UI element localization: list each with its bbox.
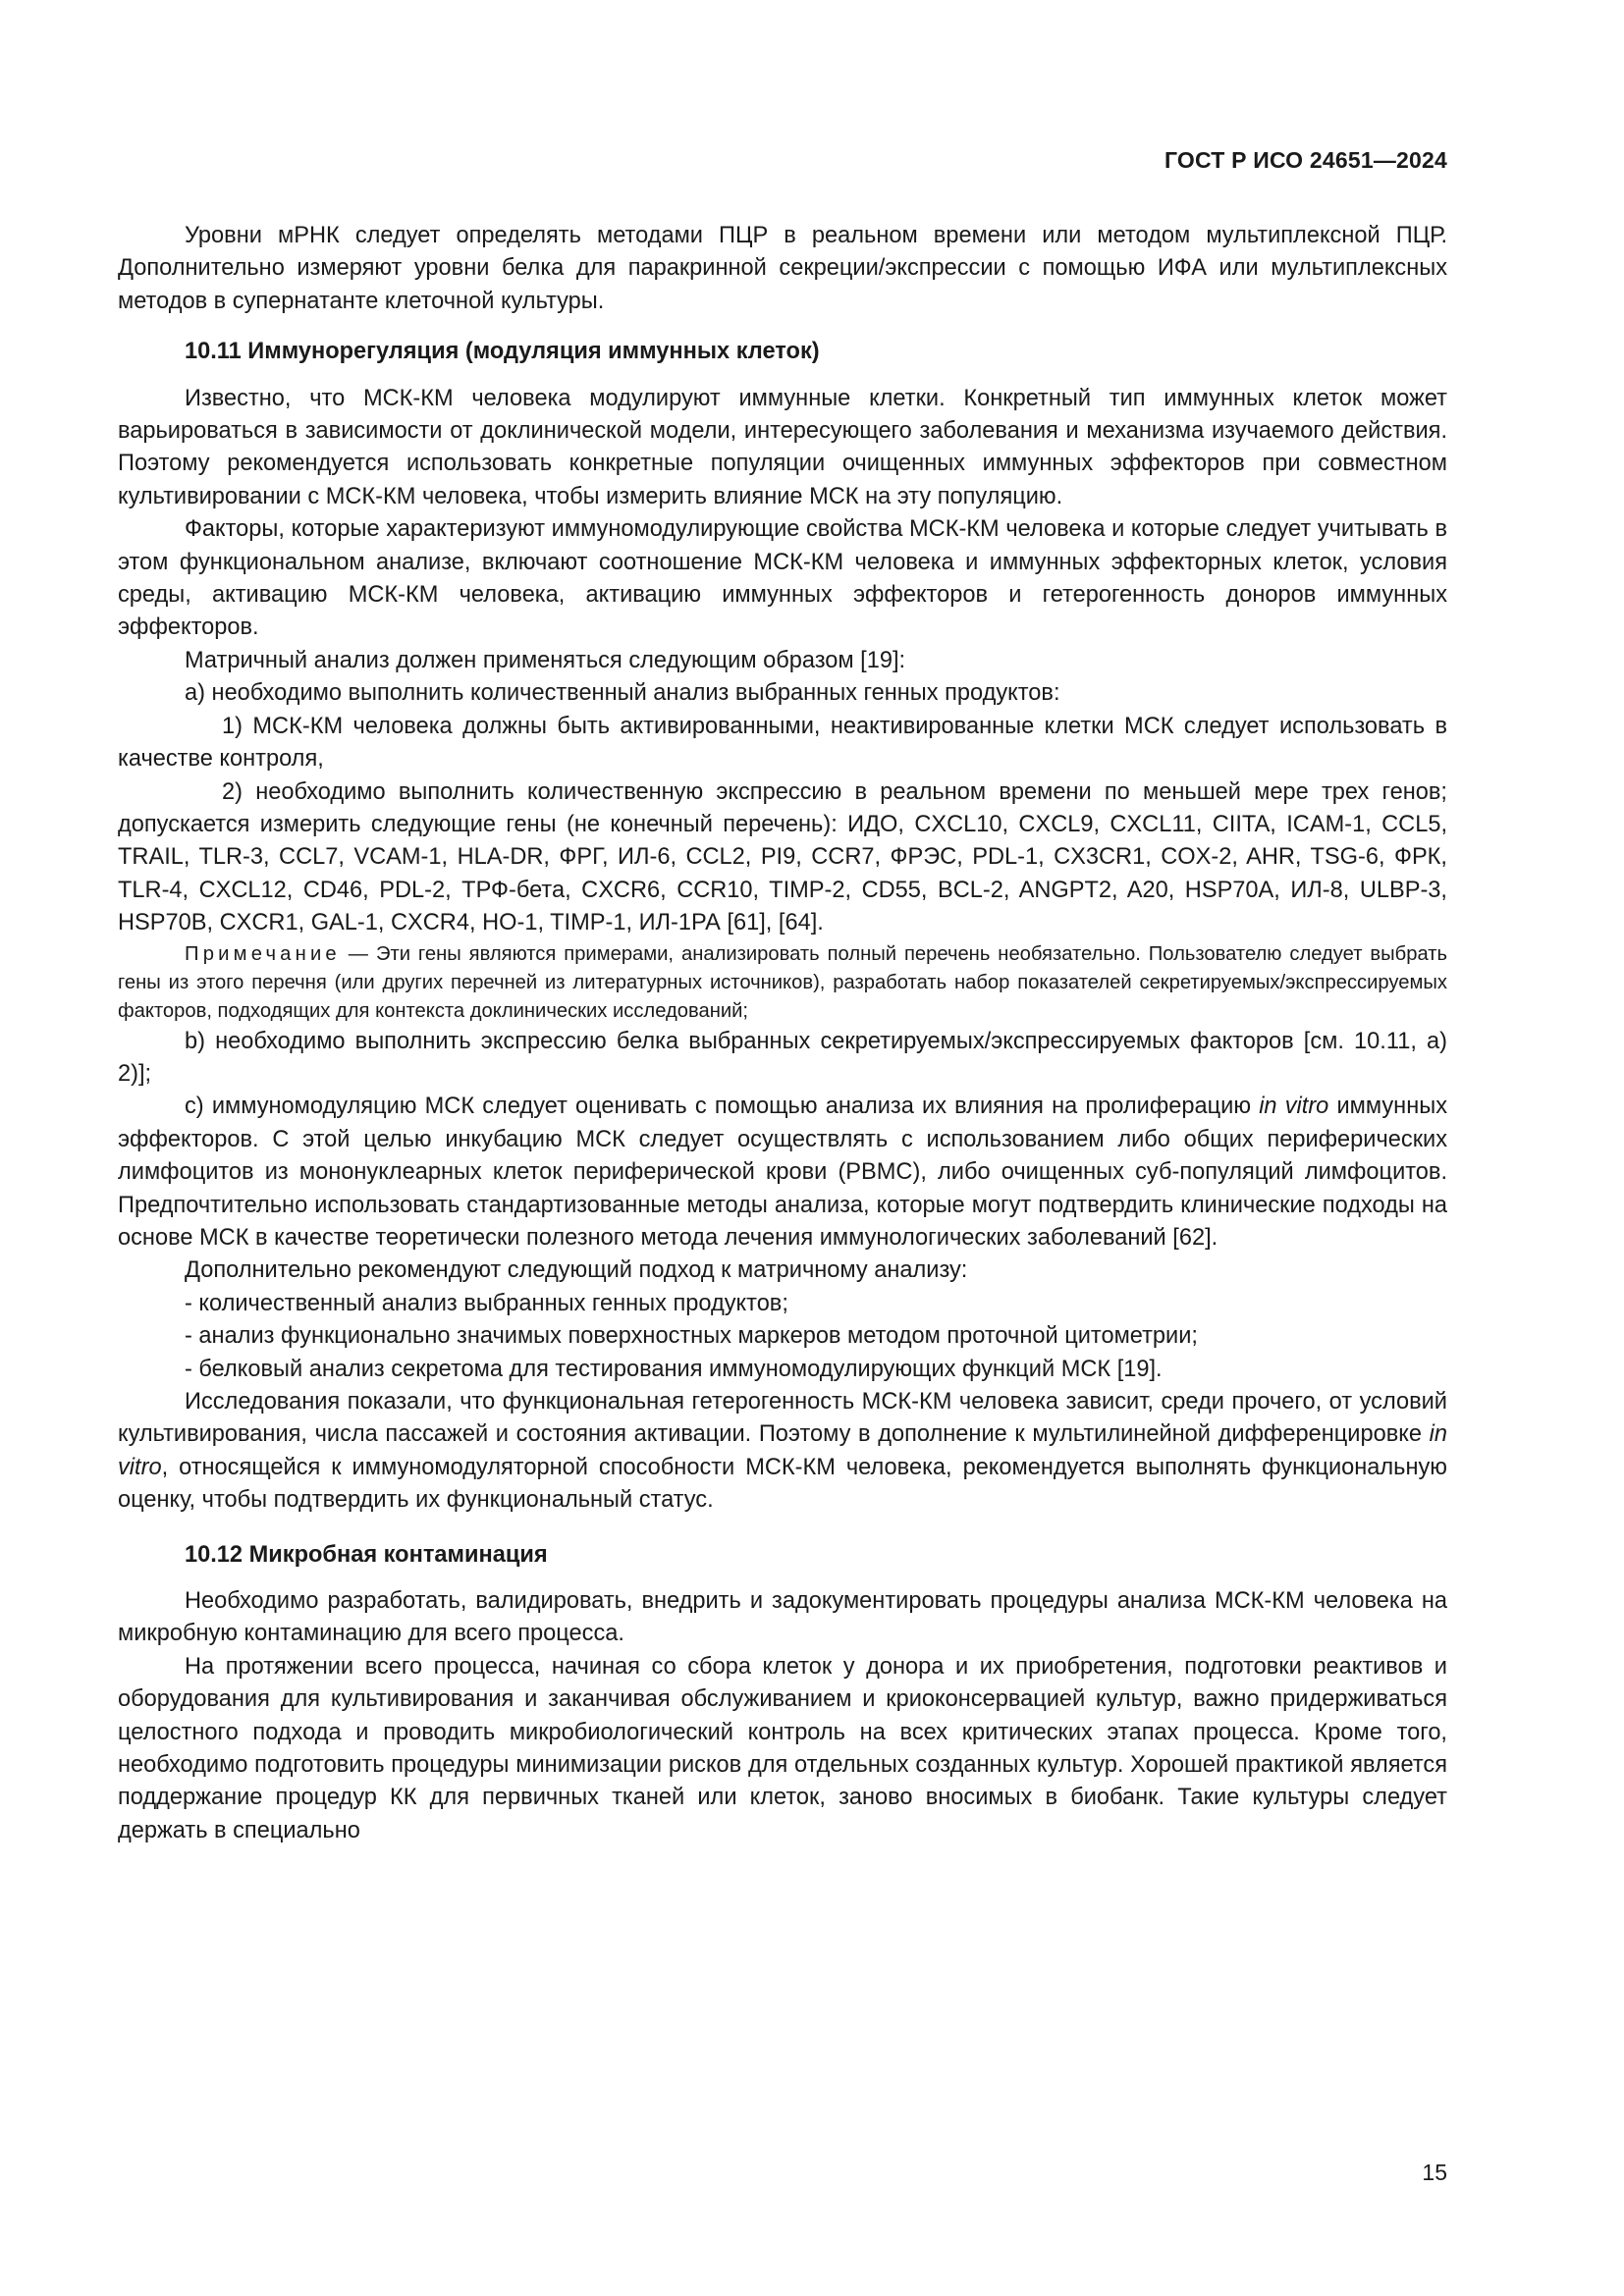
page-number: 15 — [1422, 2160, 1447, 2185]
note-text: — Эти гены являются примерами, анализировать полный перечень необязательно. Пользователю следует выбрать гены из этого перечня (или других перечней из литературных источников), разработать набор показателей секретируемых/экспрессируемых факторов, подходящих для контекста доклинических исследований; — [118, 942, 1447, 1022]
list-item-c-part1: c) иммуномодуляцию МСК следует оценивать с помощью анализа их влияния на пролиферацию — [185, 1094, 1260, 1120]
list-item-a2: 2) необходимо выполнить количественную экспрессию в реальном времени по меньшей мере трех генов; допускается измерить следующие гены (не конечный перечень): ИДО, CXCL10, CXCL9, CXCL11, CIITA, ICAM-1, CCL5, TRAIL, TLR-3, CCL7, VCAM-1, HLA-DR, ФРГ, ИЛ-6, CCL2, PI9, CCR7, ФРЭС, PDL-1, CX3CR1, COX-2, AHR, TSG-6, ФРК, TLR-4, CXCL12, CD46, PDL-2, ТРФ-бета, CXCR6, CCR10, TIMP-2, CD55, BCL-2, ANGPT2, A20, HSP70A, ИЛ-8, ULBP-3, HSP70B, CXCR1, GAL-1, CXCR4, HO-1, TIMP-1, ИЛ-1РА [61], [64]. — [118, 778, 1447, 936]
paragraph-additional: Дополнительно рекомендуют следующий подход к матричному анализу: — [185, 1257, 968, 1284]
paragraph-research-italic: in vitro — [118, 1421, 1447, 1480]
document-body — [118, 220, 1447, 1847]
list-item-c — [118, 1091, 1447, 1255]
paragraph-10-12-1: Необходимо разработать, валидировать, внедрить и задокументировать процедуры анализа МСК-КМ человека на микробную контаминацию для всего процесса. — [118, 1588, 1447, 1647]
paragraph-research-part1: Исследования показали, что функциональная гетерогенность МСК-КМ человека зависит, среди прочего, от условий культивирования, числа пассажей и состояния активации. Поэтому в дополнение к мультилинейной дифференцировке — [118, 1389, 1447, 1448]
dash-list-item: - анализ функционально значимых поверхностных маркеров методом проточной цитометрии; — [185, 1323, 1198, 1350]
list-item-a1: 1) МСК-КМ человека должны быть активированными, неактивированные клетки МСК следует использовать в качестве контроля, — [118, 713, 1447, 773]
dash-list-item: - белковый анализ секретома для тестирования иммуномодулирующих функций МСК [19]. — [185, 1356, 1163, 1382]
section-heading-10-12: 10.12 Микробная контаминация — [185, 1541, 548, 1568]
section-heading-10-11: 10.11 Иммунорегуляция (модуляция иммунных клеток) — [185, 339, 820, 365]
paragraph-10-11-1: Известно, что МСК-КМ человека модулируют иммунные клетки. Конкретный тип иммунных клеток может варьироваться в зависимости от доклинической модели, интересующего заболевания и механизма изучаемого действия. Поэтому рекомендуется использовать конкретные популяции очищенных иммунных эффекторов при совместном культивировании с МСК-КМ человека, чтобы измерить влияние МСК на эту популяцию. — [118, 385, 1447, 509]
document-page — [118, 0, 1447, 2296]
document-header: ГОСТ Р ИСО 24651—2024 — [1164, 147, 1447, 173]
paragraph-10-12-2: На протяжении всего процесса, начиная со сбора клеток у донора и их приобретения, подготовки реактивов и оборудования для культивирования и заканчивая обслуживанием и криоконсервацией культур, важно придерживаться целостного подхода и проводить микробиологический контроль на всех критических этапах процесса. Кроме того, необходимо подготовить процедуры минимизации рисков для отдельных созданных культур. Хорошей практикой является поддержание процедур КК для первичных тканей или клеток, заново вносимых в биобанк. Такие культуры следует держать в специально — [118, 1653, 1447, 1843]
paragraph-matrix: Матричный анализ должен применяться следующим образом [19]: — [185, 647, 906, 673]
list-item-c-part2: иммунных эффекторов. С этой целью инкубацию МСК следует осуществлять с использованием либо общих периферических лимфоцитов из мононуклеарных клеток периферической крови (PBMC), либо очищенных суб-популяций лимфоцитов. Предпочтительно использовать стандартизованные методы анализа, которые могут подтвердить клинические подходы на основе МСК в качестве теоретически полезного метода лечения иммунологических заболеваний [62]. — [118, 1094, 1447, 1251]
list-item-b: b) необходимо выполнить экспрессию белка выбранных секретируемых/экспрессируемых факторов [см. 10.11, a) 2)]; — [118, 1028, 1447, 1087]
paragraph-intro: Уровни мРНК следует определять методами ПЦР в реальном времени или методом мультиплексной ПЦР. Дополнительно измеряют уровни белка для паракринной секреции/экспрессии с помощью ИФА или мультиплексных методов в супернатанте клеточной культуры. — [118, 223, 1447, 314]
list-item-a: a) необходимо выполнить количественный анализ выбранных генных продуктов: — [185, 680, 1060, 707]
note-label: Примечание — [185, 942, 341, 965]
note-block — [118, 940, 1447, 1026]
paragraph-10-11-2: Факторы, которые характеризуют иммуномодулирующие свойства МСК-КМ человека и которые следует учитывать в этом функциональном анализе, включают соотношение МСК-КМ человека и иммунных эффекторных клеток, условия среды, активацию МСК-КМ человека, активацию иммунных эффекторов и гетерогенность доноров иммунных эффекторов. — [118, 516, 1447, 641]
dash-list-item: - количественный анализ выбранных генных продуктов; — [185, 1290, 788, 1316]
paragraph-research — [118, 1386, 1447, 1518]
list-item-c-italic: in vitro — [1259, 1094, 1329, 1120]
paragraph-research-part2: , относящейся к иммуномодуляторной способности МСК-КМ человека, рекомендуется выполнять функциональную оценку, чтобы подтвердить их функциональный статус. — [118, 1454, 1447, 1514]
